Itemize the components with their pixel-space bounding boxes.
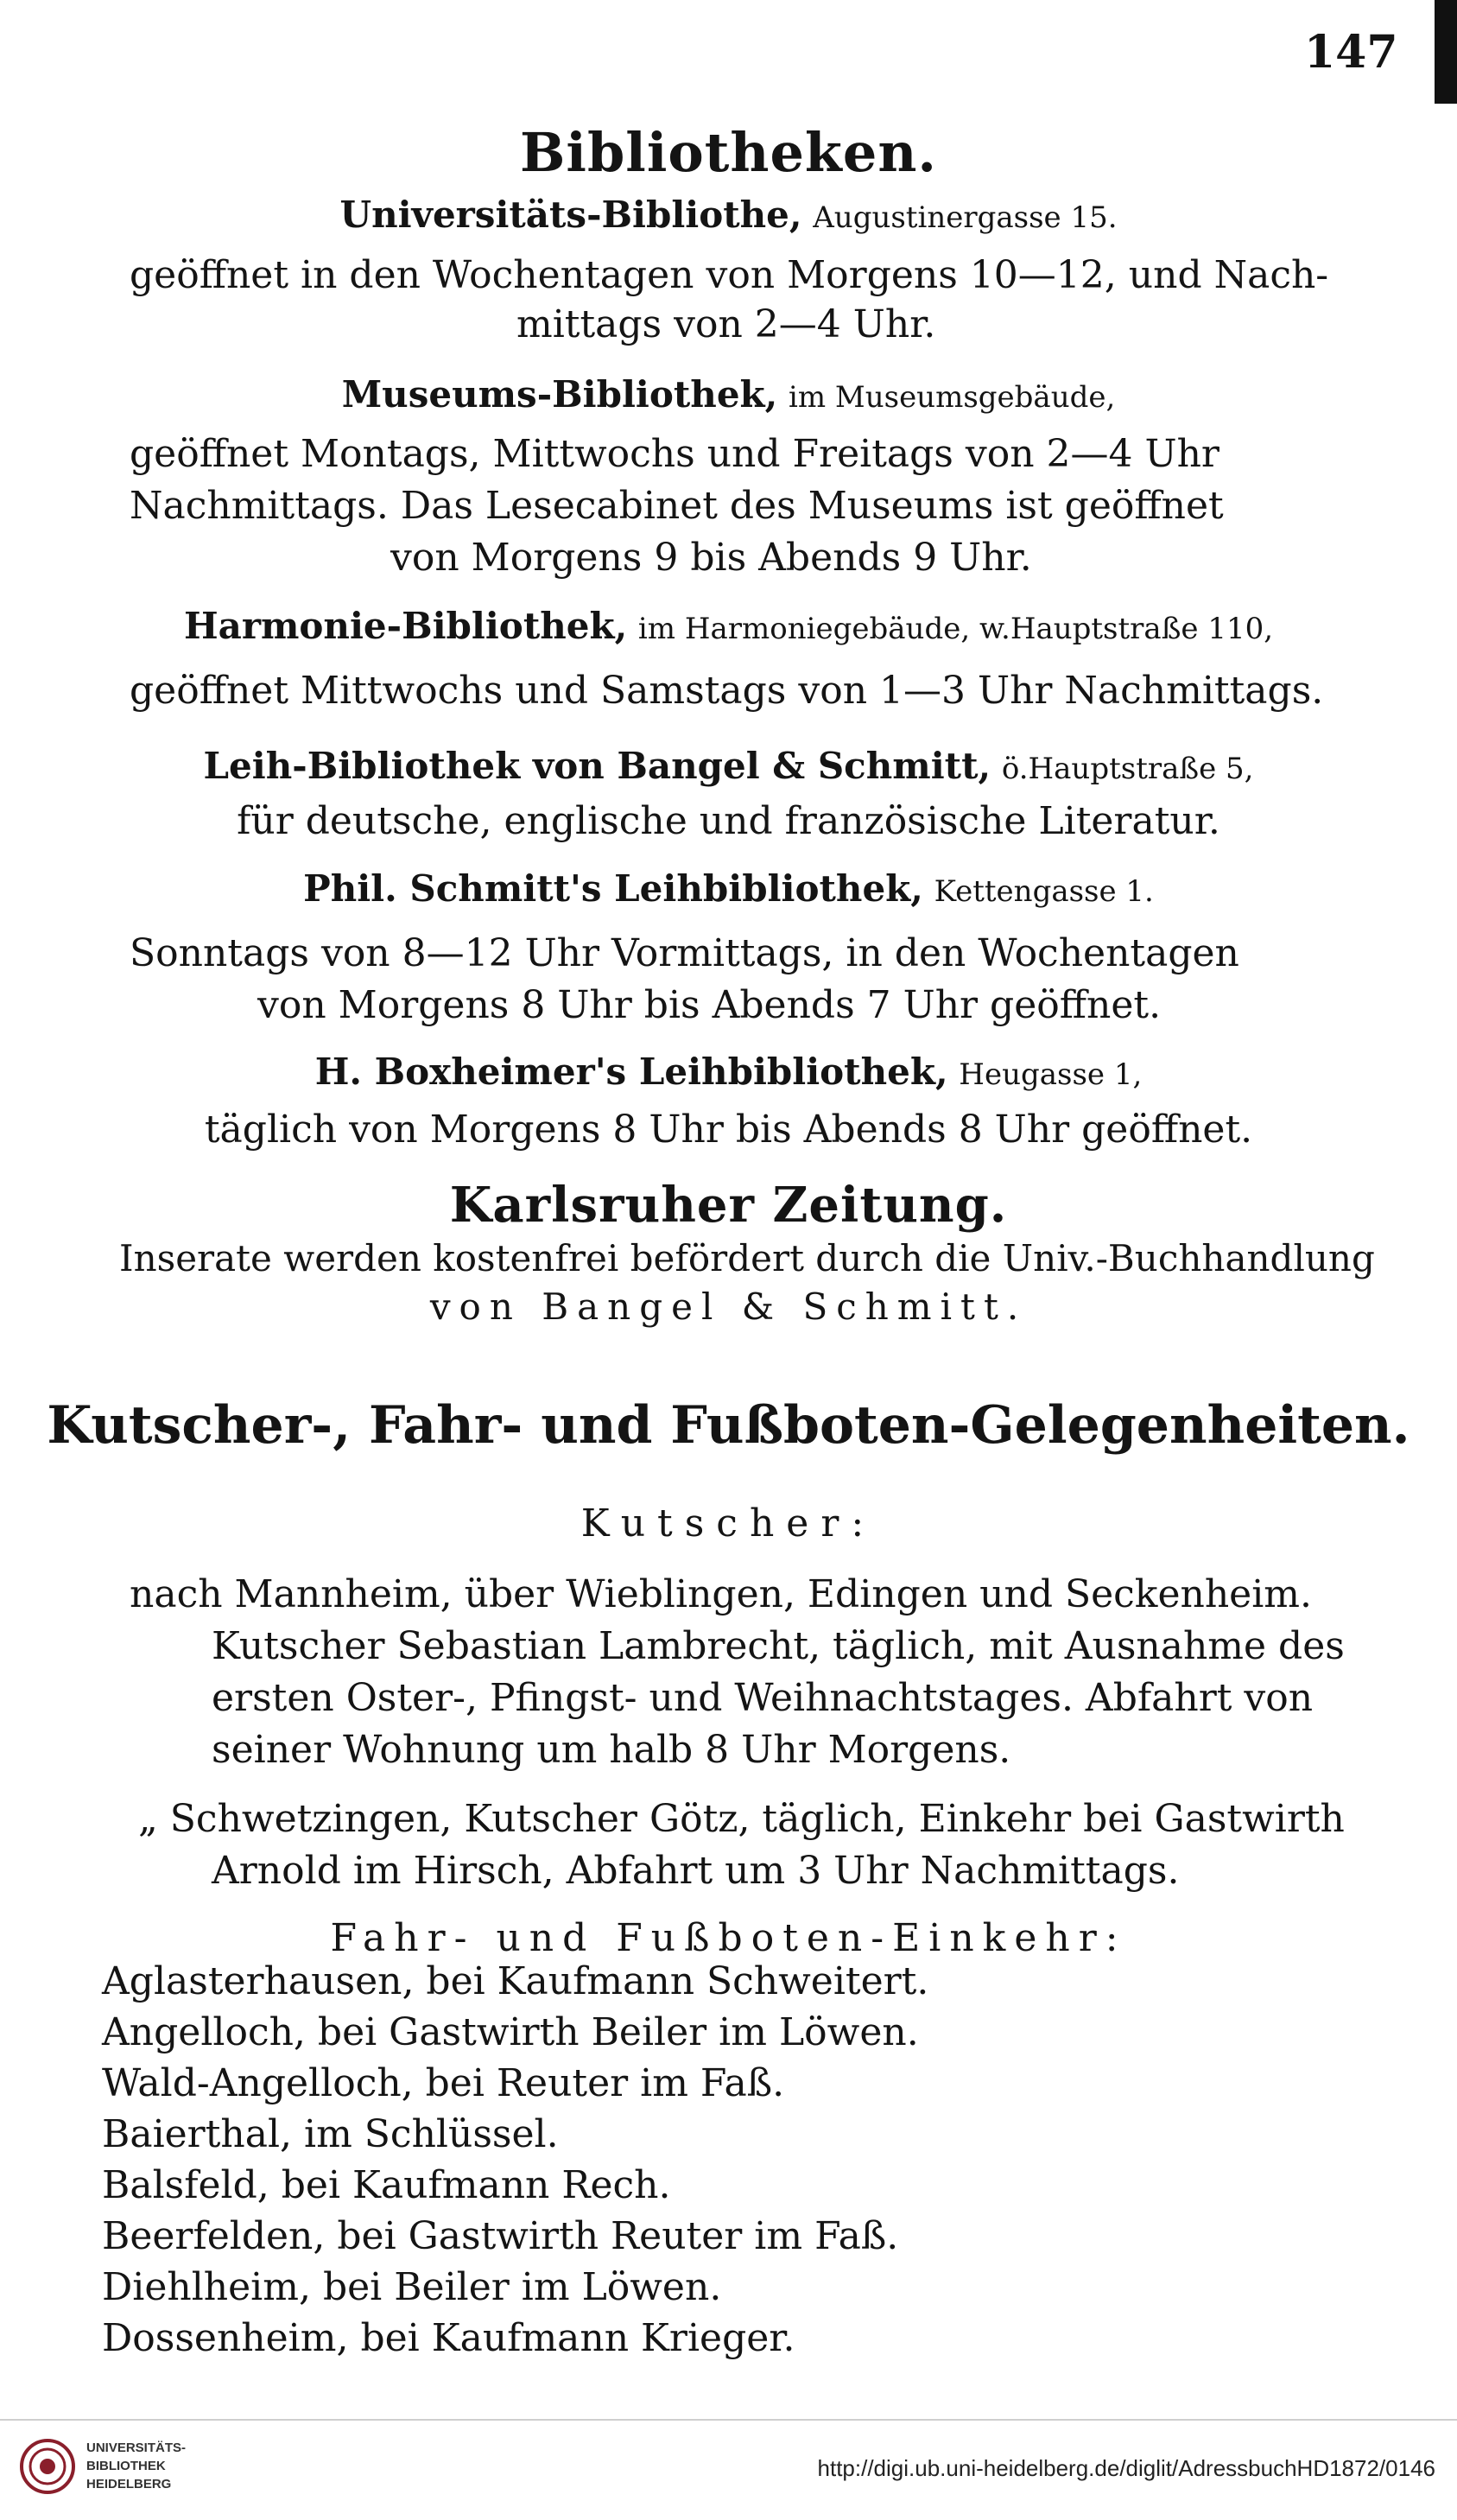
library-entry-header (0, 745, 1457, 787)
carrier-entry: Baierthal, im Schlüssel. (102, 2112, 559, 2156)
carrier-entry: Aglasterhausen, bei Kaufmann Schweitert. (102, 1959, 929, 2003)
carrier-entry: Wald-Angelloch, bei Reuter im Faß. (102, 2061, 785, 2105)
library-text-line: von Morgens 9 bis Abends 9 Uhr. (390, 536, 1032, 580)
library-name: Museums-Bibliothek, (341, 373, 778, 416)
library-address: Heugasse 1, (959, 1057, 1143, 1092)
carrier-entry: Dossenheim, bei Kaufmann Krieger. (102, 2316, 795, 2360)
library-entry-header (0, 194, 1457, 236)
coachmen-text-line: seiner Wohnung um halb 8 Uhr Morgens. (212, 1728, 1011, 1772)
carriers-heading: Fahr- und Fußboten-Einkehr: (330, 1916, 1127, 1960)
library-address: im Harmoniegebäude, w.Hauptstraße 110, (637, 612, 1274, 646)
library-address: im Museumsgebäude, (788, 380, 1116, 415)
logo-line: BIBLIOTHEK (86, 2459, 166, 2473)
library-entry-header (0, 373, 1457, 416)
carrier-entry: Diehlheim, bei Beiler im Löwen. (102, 2265, 722, 2309)
footer-divider (0, 2419, 1457, 2421)
carrier-entry: Balsfeld, bei Kaufmann Rech. (102, 2163, 671, 2207)
library-text-line: Sonntags von 8—12 Uhr Vormittags, in den Wochentagen (130, 931, 1239, 975)
library-address: Kettengasse 1. (934, 874, 1154, 909)
library-address: ö.Hauptstraße 5, (1001, 752, 1254, 786)
library-entry-header (0, 1051, 1457, 1093)
logo-line: HEIDELBERG (86, 2477, 172, 2491)
logo-line: UNIVERSITÄTS- (86, 2441, 187, 2455)
coachmen-heading: Kutscher: (580, 1501, 877, 1546)
library-name: Universitäts-Bibliothe, (339, 194, 802, 236)
library-text-line: Nachmittags. Das Lesecabinet des Museums ist geöffnet (130, 484, 1224, 528)
newspaper-text-line: von Bangel & Schmitt. (429, 1285, 1028, 1328)
library-text-line: geöffnet Montags, Mittwochs und Freitags von 2—4 Uhr (130, 432, 1219, 476)
carrier-entry: Beerfelden, bei Gastwirth Reuter im Faß. (102, 2214, 899, 2258)
library-name: Harmonie-Bibliothek, (183, 605, 628, 647)
newspaper-text-line: Inserate werden kostenfrei befördert durch die Univ.-Buchhandlung (119, 1237, 1375, 1279)
coachmen-text-line: Arnold im Hirsch, Abfahrt um 3 Uhr Nachmittags. (212, 1849, 1180, 1893)
coachmen-text-line: Kutscher Sebastian Lambrecht, täglich, mit Ausnahme des (212, 1624, 1345, 1668)
library-text-line: von Morgens 8 Uhr bis Abends 7 Uhr geöffnet. (257, 983, 1162, 1027)
library-text-line: geöffnet in den Wochentagen von Morgens 10—12, und Nach- (130, 253, 1329, 297)
page-number: 147 (1304, 26, 1398, 79)
library-name: Phil. Schmitt's Leihbibliothek, (303, 867, 923, 910)
library-entry-header (0, 867, 1457, 910)
library-text-line: geöffnet Mittwochs und Samstags von 1—3 Uhr Nachmittags. (130, 669, 1324, 713)
coachmen-text-line: „ Schwetzingen, Kutscher Götz, täglich, Einkehr bei Gastwirth (138, 1797, 1345, 1841)
carrier-entry: Angelloch, bei Gastwirth Beiler im Löwen. (102, 2010, 919, 2054)
libraries-heading: Bibliotheken. (520, 121, 937, 184)
coachmen-text-line: nach Mannheim, über Wieblingen, Edingen und Seckenheim. (130, 1572, 1313, 1616)
library-address: Augustinergasse 15. (813, 200, 1118, 235)
source-url-link[interactable]: http://digi.ub.uni-heidelberg.de/diglit/AdressbuchHD1872/0146 (817, 2455, 1435, 2481)
library-text-line: mittags von 2—4 Uhr. (516, 302, 936, 346)
library-seal-icon (17, 2436, 78, 2497)
library-logo-text (86, 2439, 186, 2493)
library-name: Leih-Bibliothek von Bangel & Schmitt, (203, 745, 991, 787)
newspaper-heading: Karlsruher Zeitung. (449, 1177, 1008, 1234)
coachmen-text-line: ersten Oster-, Pfingst- und Weihnachtstages. Abfahrt von (212, 1676, 1314, 1720)
transport-heading: Kutscher-, Fahr- und Fußboten-Gelegenheiten. (47, 1395, 1410, 1456)
library-logo[interactable] (17, 2432, 190, 2505)
library-name: H. Boxheimer's Leihbibliothek, (314, 1051, 948, 1093)
library-entry-header (0, 605, 1457, 647)
library-text-line: für deutsche, englische und französische Literatur. (237, 799, 1220, 843)
scan-edge-strip (1435, 0, 1457, 104)
library-text-line: täglich von Morgens 8 Uhr bis Abends 8 Uhr geöffnet. (204, 1108, 1253, 1152)
